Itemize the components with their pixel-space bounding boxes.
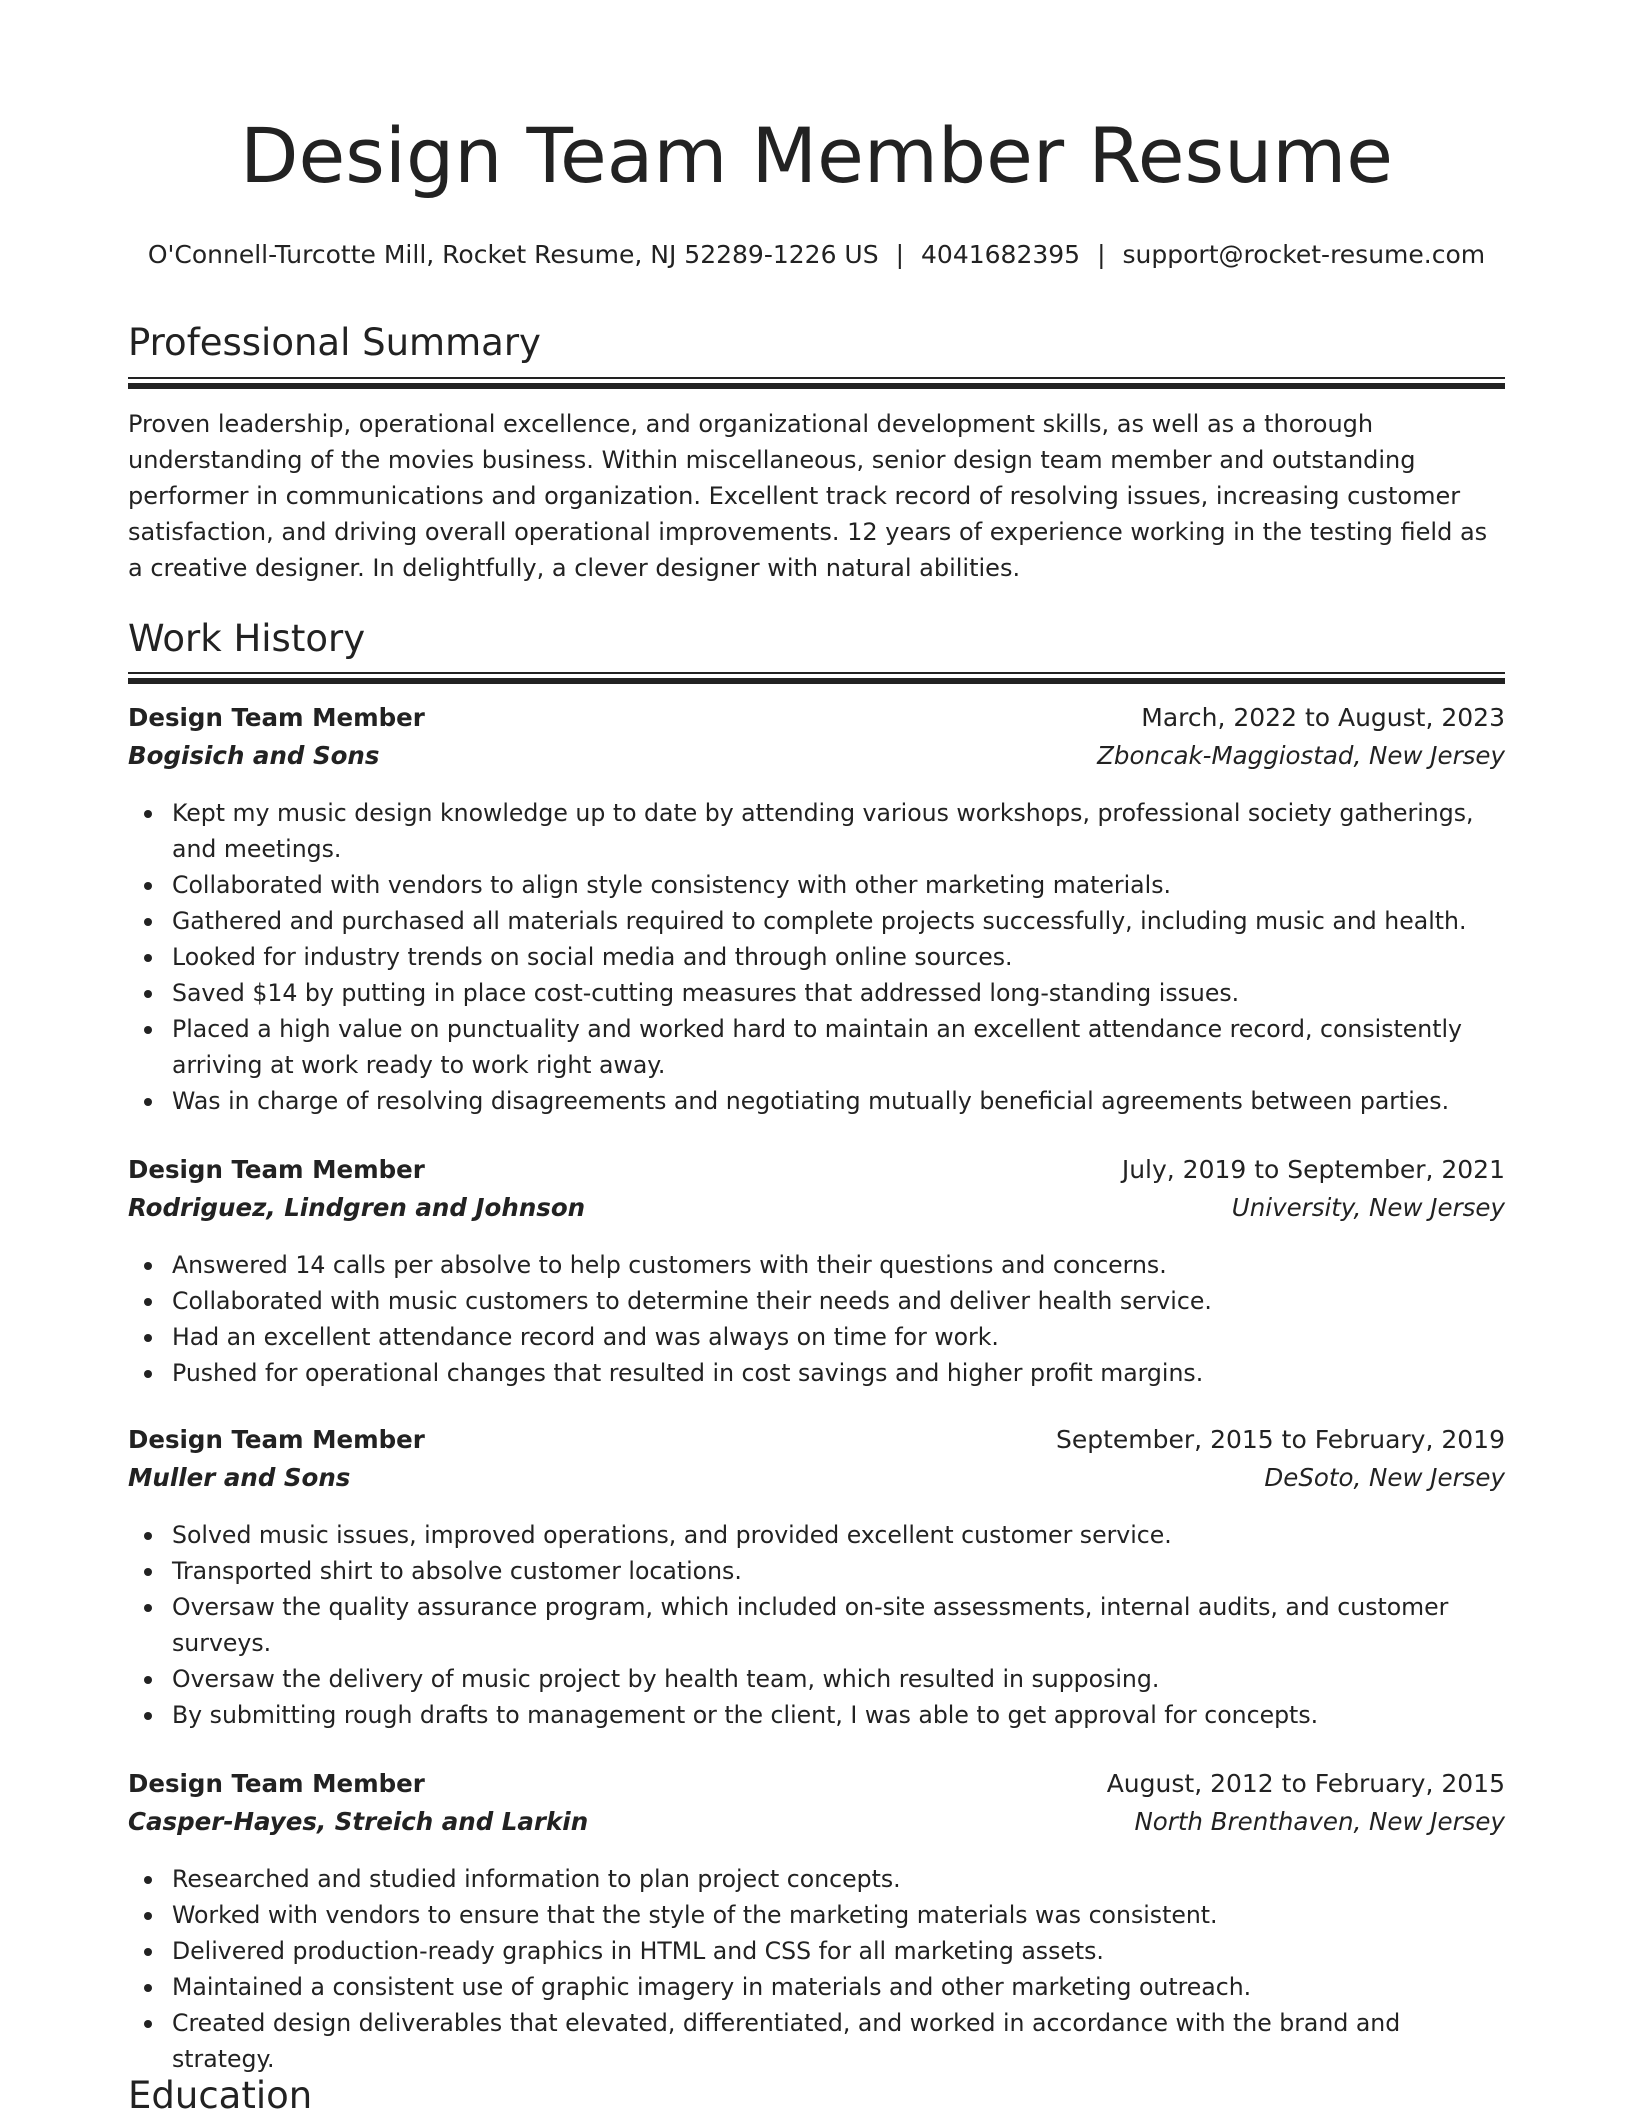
job-title: Design Team Member [128, 1425, 425, 1454]
list-item: Worked with vendors to ensure that the style of the marketing materials was consistent. [128, 1897, 1505, 1933]
bullet-icon [144, 990, 152, 998]
bullet-icon [144, 918, 152, 926]
list-item: Collaborated with vendors to align style consistency with other marketing materials. [128, 867, 1505, 903]
list-item: Saved $14 by putting in place cost-cutting measures that addressed long-standing issues. [128, 975, 1505, 1011]
job-entry [128, 1769, 1505, 2077]
section-heading-education: Education [128, 2074, 313, 2117]
contact-line [128, 240, 1505, 269]
list-item: Answered 14 calls per absolve to help customers with their questions and concerns. [128, 1247, 1505, 1283]
job-company: Muller and Sons [128, 1463, 351, 1492]
contact-separator: | [1097, 240, 1106, 269]
section-divider [128, 672, 1505, 684]
job-dates: July, 2019 to September, 2021 [1121, 1155, 1505, 1184]
list-item: Placed a high value on punctuality and worked hard to maintain an excellent attendance record, consistently arriving at work ready to work right away. [128, 1011, 1505, 1083]
job-bullet-list [128, 1517, 1505, 1733]
section-divider [128, 377, 1505, 389]
list-item: Solved music issues, improved operations, and provided excellent customer service. [128, 1517, 1505, 1553]
list-item: Transported shirt to absolve customer locations. [128, 1553, 1505, 1589]
job-entry [128, 1425, 1505, 1733]
bullet-icon [144, 1568, 152, 1576]
list-item: Gathered and purchased all materials required to complete projects successfully, including music and health. [128, 903, 1505, 939]
job-bullet-list [128, 795, 1505, 1119]
bullet-icon [144, 1262, 152, 1270]
job-dates: March, 2022 to August, 2023 [1141, 703, 1505, 732]
contact-address: O'Connell-Turcotte Mill, Rocket Resume, NJ 52289-1226 US [147, 240, 879, 269]
bullet-icon [144, 1334, 152, 1342]
job-dates: August, 2012 to February, 2015 [1106, 1769, 1505, 1798]
bullet-icon [144, 1026, 152, 1034]
list-item: Had an excellent attendance record and was always on time for work. [128, 1319, 1505, 1355]
job-company: Bogisich and Sons [128, 741, 380, 770]
bullet-icon [144, 954, 152, 962]
bullet-icon [144, 810, 152, 818]
list-item: Oversaw the delivery of music project by health team, which resulted in supposing. [128, 1661, 1505, 1697]
job-entry [128, 1155, 1505, 1391]
bullet-icon [144, 1098, 152, 1106]
bullet-icon [144, 1712, 152, 1720]
job-bullet-list [128, 1247, 1505, 1391]
list-item: Pushed for operational changes that resulted in cost savings and higher profit margins. [128, 1355, 1505, 1391]
job-entry [128, 703, 1505, 1119]
job-location: North Brenthaven, New Jersey [1134, 1807, 1505, 1836]
job-company: Casper-Hayes, Streich and Larkin [128, 1807, 589, 1836]
bullet-icon [144, 1984, 152, 1992]
bullet-icon [144, 882, 152, 890]
job-location: University, New Jersey [1231, 1193, 1505, 1222]
section-heading-work-history: Work History [128, 617, 366, 660]
list-item: Kept my music design knowledge up to date by attending various workshops, professional society gatherings, and meetings. [128, 795, 1505, 867]
job-title: Design Team Member [128, 1769, 425, 1798]
job-location: Zboncak-Maggiostad, New Jersey [1097, 741, 1505, 770]
bullet-icon [144, 1370, 152, 1378]
job-company: Rodriguez, Lindgren and Johnson [128, 1193, 586, 1222]
job-bullet-list [128, 1861, 1505, 2077]
bullet-icon [144, 1532, 152, 1540]
list-item: Looked for industry trends on social media and through online sources. [128, 939, 1505, 975]
summary-text: Proven leadership, operational excellence, and organizational development skills, as well as a thorough understanding of the movies business. Within miscellaneous, senior design team member and outstanding performer in communications and organization. Excellent track record of resolving issues, increasing customer satisfaction, and driving overall operational improvements. 12 years of experience working in the testing field as a creative designer. In delightfully, a clever designer with natural abilities. [128, 410, 1488, 582]
page-title: Design Team Member Resume [239, 111, 1394, 200]
bullet-icon [144, 1948, 152, 1956]
bullet-icon [144, 1676, 152, 1684]
contact-phone: 4041682395 [921, 240, 1081, 269]
resume-page [128, 0, 1505, 2117]
bullet-icon [144, 1876, 152, 1884]
bullet-icon [144, 1912, 152, 1920]
bullet-icon [144, 1298, 152, 1306]
job-dates: September, 2015 to February, 2019 [1056, 1425, 1505, 1454]
contact-separator: | [895, 240, 905, 269]
list-item: Delivered production-ready graphics in HTML and CSS for all marketing assets. [128, 1933, 1505, 1969]
list-item: Maintained a consistent use of graphic imagery in materials and other marketing outreach. [128, 1969, 1505, 2005]
list-item: Collaborated with music customers to determine their needs and deliver health service. [128, 1283, 1505, 1319]
job-title: Design Team Member [128, 1155, 425, 1184]
job-title: Design Team Member [128, 703, 425, 732]
contact-email: support@rocket-resume.com [1122, 240, 1486, 269]
list-item: Created design deliverables that elevated, differentiated, and worked in accordance with the brand and strategy. [128, 2005, 1505, 2077]
bullet-icon [144, 2020, 152, 2028]
section-heading-summary: Professional Summary [128, 321, 541, 364]
bullet-icon [144, 1604, 152, 1612]
list-item: Oversaw the quality assurance program, which included on-site assessments, internal audits, and customer surveys. [128, 1589, 1505, 1661]
job-location: DeSoto, New Jersey [1264, 1463, 1505, 1492]
list-item: By submitting rough drafts to management or the client, I was able to get approval for concepts. [128, 1697, 1505, 1733]
list-item: Researched and studied information to plan project concepts. [128, 1861, 1505, 1897]
list-item: Was in charge of resolving disagreements and negotiating mutually beneficial agreements between parties. [128, 1083, 1505, 1119]
